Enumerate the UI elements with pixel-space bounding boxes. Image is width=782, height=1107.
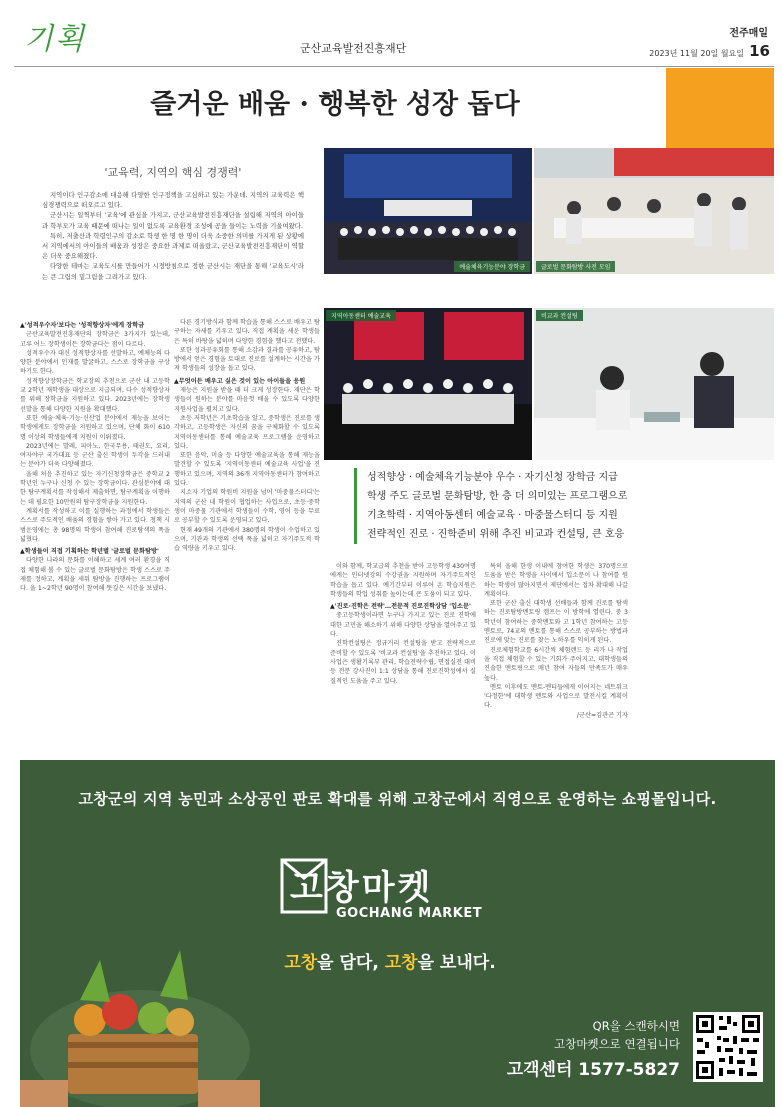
photo-art-education bbox=[324, 308, 532, 460]
pull-quote bbox=[354, 468, 669, 544]
body-paragraph: 지소자 기업의 학원비 지원을 넘어 '마중물스터디'는 지역의 군산 내 학원이 협업하는 사업으로, 초등·중학생이 마중물 기관에서 학생들이 수학, 영어 등을 무료로 공부할 수 있도록 운영되고 있다. bbox=[174, 489, 320, 525]
ad-headline: 고창군의 지역 농민과 소상공인 판로 확대를 위해 고창군에서 직영으로 운영하는 쇼핑몰입니다. bbox=[78, 790, 717, 808]
body-paragraph: 성적향상장학금은 학교장의 추천으로 군산 내 고등학교 2학년 재학생을 대상으로 지급되며, 다수 성적향상자를 위해 장학금을 지원하고 있다. 2023년에는 장학생 선발을 통해 다양한 지원을 확대했다. bbox=[20, 377, 170, 413]
body-paragraph: 중고등학생이라면 누구나 가지고 있는 진로 진학에 대한 고민을 해소하기 위해 다양한 상담을 열어주고 있다. bbox=[330, 612, 476, 639]
body-paragraph: 다양한 나라의 문화를 이해하고 세계 여러 환경을 직접 체험해 볼 수 있는 글로벌 문화탐방은 학생 스스로 주제를 정하고, 계획을 세워 탐방을 진행하는 프로그램이다. 올 1~2학년 90명이 참여해 뜻깊은 시간을 보냈다. bbox=[20, 557, 170, 593]
body-paragraph: 특히 올해 한생 이내에 참여한 학생은 370명으로 도움을 받은 학생을 사이에서 입소문이 나 참여를 원하는 학생이 많아지면서 제단에서는 접차 확대해 나갈 계획이다. bbox=[484, 563, 628, 598]
photo-consulting bbox=[534, 308, 774, 460]
consulting-photo-image bbox=[534, 308, 774, 460]
issue-date: 2023년 11월 20일 월요일 bbox=[649, 49, 744, 58]
article-lead bbox=[42, 190, 304, 282]
section-label: 기획 bbox=[24, 22, 86, 57]
pull-quote-line: 기초학력 · 지역아동센터 예술교육 · 마중물스터디 등 지원 bbox=[367, 510, 618, 521]
qr-code-icon[interactable] bbox=[693, 1012, 763, 1082]
slogan-text: 을 담다, bbox=[317, 953, 385, 973]
body-paragraph: 성적우수자 대신 성적향상자를 선발하고, 예체능의 다양한 분야에서 인재를 발굴하고, 스스로 장학금을 구상하기도 한다. bbox=[20, 349, 170, 376]
ceremony-photo-image bbox=[324, 148, 532, 274]
lead-paragraph: 특히, 저출산과 학령인구의 감소로 학생 한 명 한 명이 더욱 소중한 의미를 가지게 된 상황에서 지역에서의 아이들의 배움과 성장은 중요한 과제로 떠올랐고, 군산교육발전진흥재단이 역할은 더욱 중요해졌다. bbox=[42, 231, 304, 261]
ad-slogan bbox=[254, 948, 526, 973]
body-paragraph: 진학컨설팅은 정규거리 컨설팅을 받고 전략적으로 준비할 수 있도록 '비교과 컨설팅'을 추진하고 있다. 이 사업은 생활기록부 관리, 학습전략수립, 면접실전 대비 등 전문 강사진이 1:1 상담을 통해 진로진학성에서 실질적인 도움을 주고 있다. bbox=[330, 640, 476, 685]
subheading: ▲무엇이든 배우고 싶은 것이 있는 아이들을 응원 bbox=[174, 377, 306, 385]
ad-brand-korean: 고창마켓 bbox=[290, 868, 434, 908]
body-paragraph: 또한 음악, 미술 등 다양한 예술교육을 통해 재능을 발견할 수 있도록 '지역이동센터 예술교육 사업'을 진행하고 있으며, 지역의 36개 지역아동센터가 참여하고 있다. bbox=[174, 452, 320, 488]
article-column-1 bbox=[20, 318, 170, 750]
accent-block bbox=[666, 68, 774, 150]
qr-instruction-2: 고창마켓으로 연결됩니다 bbox=[554, 1037, 680, 1051]
subheading: ▲'성적우수자'보다는 '성적향상자'에게 장학금 bbox=[20, 322, 145, 329]
art-education-photo-image bbox=[324, 308, 532, 460]
body-paragraph: 군산교육발전진흥재단의 장학금은 3가지가 있는데, 고루 어느 장학생이든 장학금다는 점이 다르다. bbox=[20, 331, 170, 348]
header-divider bbox=[14, 66, 774, 67]
body-paragraph: 초등 저학년은 기초학습을 알고, 중학생은 진로를 생각하고, 고등학생은 자신의 꿈을 구체화할 수 있도록 지역이동센터를 통해 예술교육 프로그램을 운영하고 있다. bbox=[174, 414, 320, 450]
organization-name: 군산교육발전진흥재단 bbox=[300, 42, 407, 55]
body-paragraph: 계획서를 작성하고 이를 실행하는 과정에서 학생들은 스스로 주도적인 배움의 경험을 쌓아 가고 있다. 청책 시범운영에는 총 98명의 학생이 참여해 진로탐색의 폭을 넓혔다. bbox=[20, 507, 170, 543]
article-column-2 bbox=[174, 318, 320, 750]
photo-caption: 지역아동센터 예술교육 bbox=[326, 310, 396, 321]
slogan-highlight: 고창 bbox=[284, 953, 318, 973]
body-paragraph: 다른 경기방식과 함께 학습을 통해 스스로 배우고 탐구하는 자세를 키우고 있다. 직접 계획을 세운 학생들은 특히 바탕을 넓히며 다양한 경험을 했다고 전했다. bbox=[174, 319, 320, 345]
pull-quote-line: 학생 주도 글로벌 문화탐방, 한 층 더 의미있는 프로그램으로 bbox=[367, 491, 628, 502]
subheading: ▲학생들이 직접 기획하는 학년별 '글로벌 문화탐방' bbox=[20, 548, 159, 556]
article-title: 즐거운 배움 · 행복한 성장 돕다 bbox=[150, 89, 520, 120]
photo-caption: 예술체육기능분야 장학금 bbox=[454, 261, 530, 272]
slogan-text: 을 보내다. bbox=[417, 953, 496, 973]
photo-caption: 비교과 컨설팅 bbox=[536, 310, 583, 321]
publication-name: 전주매일 bbox=[729, 28, 768, 39]
photo-global-tour-meeting bbox=[534, 148, 774, 274]
body-paragraph: 또한 군산 출신 대학생 선배들과 함께 진로를 탐색하는 진로탐방멘토링 캠프는 이 방학에 열린다. 중 3학년이 참여하는 중학멘토와 고 1학년 참여하는 고등멘토로, 74교의 멘토를 통해 스스로 공부하는 방법과 진로에 맞는 진로를 찾는 노하우를 익히게 된다. bbox=[484, 600, 628, 645]
body-paragraph: 또한 성과공유회를 통해 소감과 결과를 공유하고, 탐방에서 얻은 경험을 토대로 진로를 설계하는 시간을 가져 학생들의 성장을 돕고 있다. bbox=[174, 346, 320, 373]
article-column-4 bbox=[484, 562, 628, 750]
body-paragraph: 재능은 지원을 받을 때 더 크게 성장한다. 재단은 학생들이 원하는 분야를 마음껏 배울 수 있도록 다양한 지원사업을 펼치고 있다. bbox=[174, 387, 320, 413]
body-paragraph: 현재 49개의 기관에서 380명의 학생이 수업하고 있으며, 기관과 학생의 선택 폭을 넓히고 자기주도적 학습 역량을 키우고 있다. bbox=[174, 526, 320, 553]
photo-caption: 글로벌 문화탐방 사전 모임 bbox=[536, 261, 615, 272]
body-paragraph: 이와 함께, 학교급의 추천을 받아 고등학생 430여명에게는 인터넷강의 수강권을 지원하며 자기주도적인 학습을 돕고 있다. 예기간부터 이루어 온 학습지원은 학생들의 학업 성취를 높이는데 큰 도움이 되고 있다. bbox=[330, 563, 476, 598]
subheading: ▲'진로·진학은 전략'…전문적 진로진학상담 '입소문' bbox=[330, 603, 471, 611]
vegetable-basket-illustration bbox=[20, 930, 260, 1107]
body-paragraph: 멘토 이후에도 멘토-멘티들에게 이어지는 네트워크 '다정한'에 대학생 멘토와 사업으로 발전시킬 계획이다. bbox=[484, 683, 628, 710]
lead-paragraph: 지역이다 인구감소에 대응해 다양한 인구정책을 고심하고 있는 가운데, 지역의 교육력은 핵심경쟁력으로 떠오르고 있다. bbox=[42, 191, 304, 210]
lead-paragraph: 군산시는 일찍부터 '교육'에 관심을 가지고, 군산교육발전진흥재단을 설립해 지역의 아이들과 학부모가 교육 때문에 떠나는 일이 없도록 교육환경 조성에 공을 들이는 노력을 기울여왔다. bbox=[42, 211, 304, 230]
pull-quote-line: 성적향상 · 예술체육기능분야 우수 · 자기신청 장학금 지급 bbox=[367, 472, 618, 483]
body-paragraph: 진로체험학교를 6시간씩 체험랜드 등 리가 나 작업을 직접 체험할 수 있는 기회가 주어지고, 대학생들의 진솔한 멘토링으로 매년 참여 자들의 만족도가 매우 높다. bbox=[484, 646, 628, 682]
byline: /군산=김관곤 기자 bbox=[576, 711, 628, 719]
body-paragraph: 2023년에는 발레, 피아노, 한국무용, 태권도, 요리, 여자야구 국가대표 등 군산 출신 학생이 두각을 드러내는 분야가 더욱 다양해졌다. bbox=[20, 442, 170, 469]
lead-paragraph: 다양한 테마는 교육도시를 만들어가 시정방침으로 정한 군산시는 재단을 통해 '교육도시'라는 큰 그림의 밑그림을 그려가고 있다. bbox=[42, 262, 304, 281]
meeting-photo-image bbox=[534, 148, 774, 274]
page-number: 16 bbox=[749, 42, 770, 60]
qr-instruction: QR을 스캔하시면 bbox=[592, 1019, 680, 1033]
article-column-3 bbox=[330, 562, 476, 750]
slogan-highlight: 고창 bbox=[384, 953, 418, 973]
article-subtitle: '교육력, 지역의 핵심 경쟁력' bbox=[104, 166, 242, 179]
body-paragraph: 올해 처음 추진하고 있는 자기신청장학금은 중학교 2학년인 누구나 신청 수 있는 장학금이다. 관심분야에 대한 탐구계획서를 작성해서 제출하면, 탐구계획을 이행하는 데 필요한 10만원의 탐구장학금을 지원한다. bbox=[20, 470, 170, 506]
ad-brand-english: GOCHANG MARKET bbox=[336, 906, 483, 921]
photo-scholarship-ceremony bbox=[324, 148, 532, 274]
pull-quote-line: 전략적인 진로 · 진학준비 위해 추진 비교과 컨설팅, 큰 호응 bbox=[367, 529, 625, 540]
body-paragraph: 또한 예술·체육·기능·신산업 분야에서 재능을 보이는 학생에게도 장학금을 지원하고 있으며, 단체 화이 610명 이상의 학생들에게 지원이 이뤄졌다. bbox=[20, 414, 170, 441]
customer-center-phone: 고객센터 1577-5827 bbox=[506, 1060, 680, 1080]
